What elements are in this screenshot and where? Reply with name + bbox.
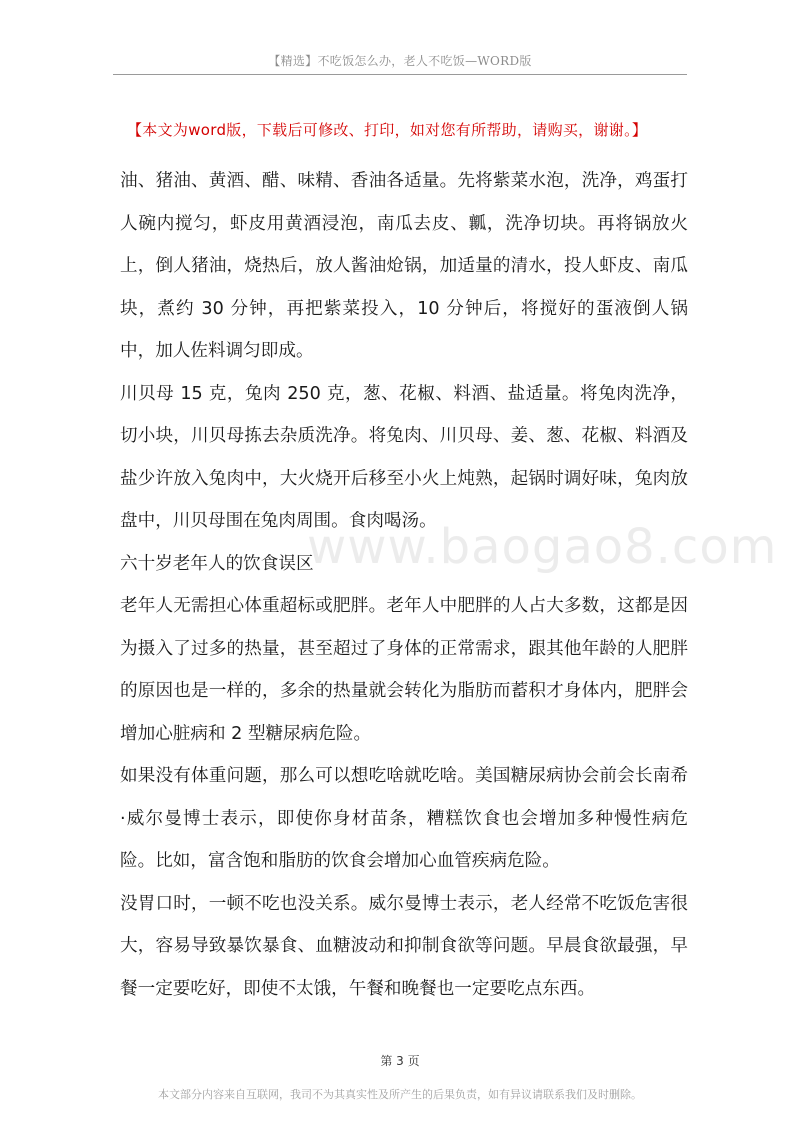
section-heading-diet-misconceptions: 六十岁老年人的饮食误区: [120, 553, 314, 574]
paragraph-rabbit-recipe: 川贝母 15 克，兔肉 250 克，葱、花椒、料酒、盐适量。将兔肉洗净，切小块，川贝母拣去杂质洗净。将兔肉、川贝母、姜、葱、花椒、料酒及盐少许放入兔肉中，大火烧开后移至小火上炖熟，起锅时调好味，兔肉放盘中，川贝母围在兔肉周围。食肉喝汤。: [120, 383, 688, 531]
page-number: 第 3 页: [380, 1054, 420, 1068]
page-header-title: 【精选】不吃饭怎么办，老人不吃饭—WORD版: [268, 54, 532, 68]
paragraph-eat-anything-misconception: 如果没有体重问题，那么可以想吃啥就吃啥。美国糖尿病协会前会长南希·威尔曼博士表示，即使你身材苗条，糟糕饮食也会增加多种慢性病危险。比如，富含饱和脂肪的饮食会增加心血管疾病危险。: [120, 766, 688, 871]
paragraph-obesity-misconception: 老年人无需担心体重超标或肥胖。老年人中肥胖的人占大多数，这都是因为摄入了过多的热量，甚至超过了身体的正常需求，跟其他年龄的人肥胖的原因也是一样的，多余的热量就会转化为脂肪而蓄积才身体内，肥胖会增加心脏病和 2 型糖尿病危险。: [120, 596, 688, 744]
site-watermark: www.baogao8.com: [307, 519, 778, 575]
word-version-notice: 【本文为word版，下载后可修改、打印，如对您有所帮助，请购买，谢谢。】: [127, 121, 648, 139]
footer-disclaimer: 本文部分内容来自互联网，我司不为其真实性及所产生的后果负责，如有异议请联系我们及时删除。: [158, 1088, 642, 1101]
document-body: [120, 160, 688, 1010]
paragraph-skipping-meals-misconception: 没胃口时，一顿不吃也没关系。威尔曼博士表示，老人经常不吃饭危害很大，容易导致暴饮暴食、血糖波动和抑制食欲等问题。早晨食欲最强，早餐一定要吃好，即使不太饿，午餐和晚餐也一定要吃点东西。: [120, 893, 688, 999]
header-divider: [113, 74, 687, 75]
paragraph-seaweed-soup-recipe: 油、猪油、黄酒、醋、味精、香油各适量。先将紫菜水泡，洗净，鸡蛋打人碗内搅匀，虾皮用黄酒浸泡，南瓜去皮、瓤，洗净切块。再将锅放火上，倒人猪油，烧热后，放人酱油炝锅，加适量的清水，投人虾皮、南瓜块，煮约 30 分钟，再把紫菜投入，10 分钟后，将搅好的蛋液倒人锅中，加人佐料调匀即成。: [120, 171, 688, 361]
